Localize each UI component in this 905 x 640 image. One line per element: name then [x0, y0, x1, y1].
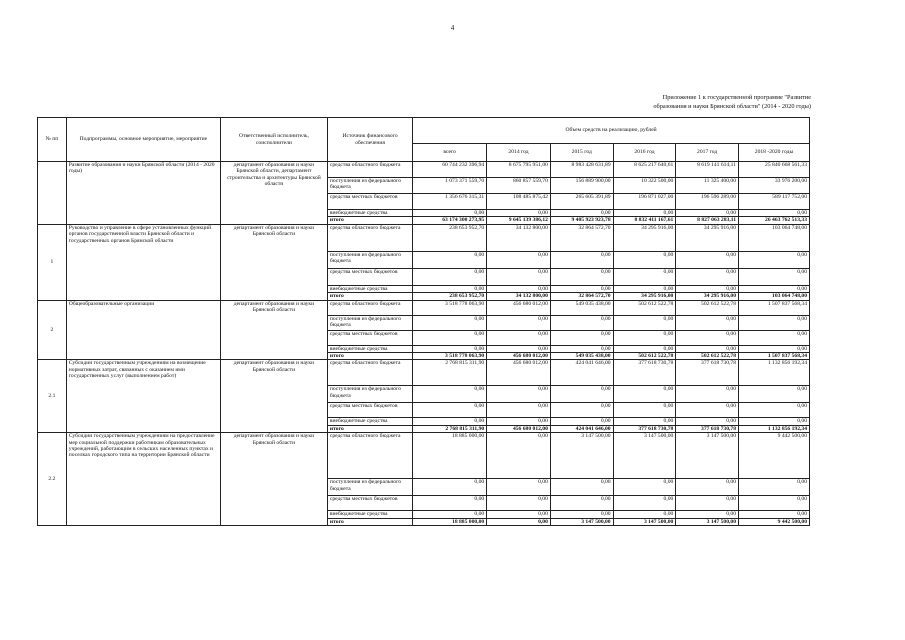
- amount-cell: 63 174 300 273,95: [413, 217, 487, 224]
- amount-cell: 9 645 139 386,12: [487, 217, 551, 224]
- table-row: [38, 224, 810, 251]
- amount-cell: 10 322 500,00: [613, 178, 676, 194]
- amount-cell: 8 827 063 283,11: [676, 217, 739, 224]
- amount-cell: 0,00: [613, 330, 676, 345]
- amount-cell: 0,00: [739, 345, 810, 352]
- amount-cell: 0,00: [413, 496, 487, 511]
- amount-cell: 32 864 572,70: [550, 224, 613, 251]
- funding-source: итого: [327, 425, 412, 432]
- amount-cell: 8 983 428 631,89: [550, 162, 613, 178]
- funding-source: внебюджетные средства: [327, 285, 412, 292]
- amount-cell: 0,00: [676, 251, 739, 268]
- executor: департамент образования и науки Брянской области: [220, 360, 327, 433]
- amount-cell: 265 605 391,89: [550, 194, 613, 210]
- amount-cell: 0,00: [413, 479, 487, 496]
- amount-cell: 0,00: [613, 268, 676, 285]
- amount-cell: 0,00: [550, 210, 613, 217]
- funding-source: внебюджетные средства: [327, 418, 412, 425]
- amount-cell: 502 612 522,78: [676, 300, 739, 315]
- table-row: [38, 433, 810, 479]
- amount-cell: 860 857 559,70: [487, 178, 551, 194]
- table-row: [38, 360, 810, 386]
- amount-cell: 196 871 027,00: [613, 194, 676, 210]
- amount-cell: 377 618 730,78: [613, 425, 676, 432]
- amount-cell: 32 864 572,70: [550, 293, 613, 300]
- amount-cell: 0,00: [487, 496, 551, 511]
- amount-cell: 34 295 916,00: [613, 293, 676, 300]
- appendix-line-2: образования и науки Брянской области" (2014 - 2020 годы): [653, 102, 811, 110]
- amount-cell: 0,00: [739, 285, 810, 292]
- amount-cell: 238 653 952,70: [413, 224, 487, 251]
- header-year-2015: 2015 год: [550, 144, 613, 162]
- header-year-total: всего: [413, 144, 487, 162]
- amount-cell: 0,00: [739, 315, 810, 330]
- amount-cell: 0,00: [676, 345, 739, 352]
- amount-cell: 0,00: [487, 251, 551, 268]
- row-index: 2.1: [38, 360, 67, 433]
- amount-cell: 3 147 500,00: [676, 433, 739, 479]
- amount-cell: 33 976 200,00: [739, 178, 810, 194]
- amount-cell: 3 518 778 063,90: [413, 353, 487, 360]
- amount-cell: 0,00: [613, 403, 676, 418]
- amount-cell: 0,00: [550, 330, 613, 345]
- amount-cell: 34 132 800,00: [487, 224, 551, 251]
- amount-cell: 18 885 000,00: [413, 518, 487, 525]
- row-index: 2: [38, 300, 67, 360]
- amount-cell: 456 680 012,00: [487, 300, 551, 315]
- amount-cell: 3 518 778 063,90: [413, 300, 487, 315]
- amount-cell: 34 132 800,00: [487, 293, 551, 300]
- funding-source: итого: [327, 293, 412, 300]
- amount-cell: 0,00: [676, 285, 739, 292]
- funding-source: средства местных бюджетов: [327, 268, 412, 285]
- amount-cell: 424 041 646,00: [550, 360, 613, 386]
- amount-cell: 0,00: [676, 315, 739, 330]
- amount-cell: 1 356 676 315,31: [413, 194, 487, 210]
- amount-cell: 0,00: [550, 418, 613, 425]
- amount-cell: 0,00: [550, 268, 613, 285]
- amount-cell: 0,00: [613, 251, 676, 268]
- amount-cell: 108 485 875,42: [487, 194, 551, 210]
- amount-cell: 0,00: [676, 330, 739, 345]
- amount-cell: 1 073 371 559,70: [413, 178, 487, 194]
- amount-cell: 0,00: [487, 386, 551, 403]
- funding-source: внебюджетные средства: [327, 511, 412, 518]
- amount-cell: 0,00: [676, 418, 739, 425]
- activity-name: Субсидии государственным учреждениям на предоставление мер социальной поддержки работникам образовательных учреждений, работающим в сельских населенных пунктах и поселках городского типа на территории Брянской области: [66, 433, 220, 526]
- amount-cell: 0,00: [613, 496, 676, 511]
- funding-source: средства областного бюджета: [327, 224, 412, 251]
- table-row: [38, 300, 810, 315]
- activity-name: Развитие образования и науки Брянской области (2014 - 2020 годы): [66, 162, 220, 225]
- funding-source: поступления из федерального бюджета: [327, 315, 412, 330]
- amount-cell: 0,00: [413, 386, 487, 403]
- amount-cell: 0,00: [613, 315, 676, 330]
- amount-cell: 0,00: [550, 285, 613, 292]
- funding-source: поступления из федерального бюджета: [327, 178, 412, 194]
- header-year-2018-2020: 2018 -2020 годы: [739, 144, 810, 162]
- amount-cell: 0,00: [550, 386, 613, 403]
- amount-cell: 3 147 500,00: [550, 433, 613, 479]
- amount-cell: 456 680 012,00: [487, 360, 551, 386]
- table-body: [38, 162, 810, 526]
- amount-cell: 0,00: [676, 210, 739, 217]
- amount-cell: 2 768 815 311,90: [413, 425, 487, 432]
- funding-source: средства областного бюджета: [327, 300, 412, 315]
- amount-cell: 0,00: [550, 479, 613, 496]
- table-header: [38, 118, 810, 162]
- amount-cell: 0,00: [487, 345, 551, 352]
- amount-cell: 196 596 289,00: [676, 194, 739, 210]
- amount-cell: 0,00: [739, 511, 810, 518]
- amount-cell: 0,00: [487, 418, 551, 425]
- amount-cell: 8 832 411 167,61: [613, 217, 676, 224]
- amount-cell: 0,00: [676, 511, 739, 518]
- amount-cell: 0,00: [613, 418, 676, 425]
- amount-cell: 0,00: [550, 511, 613, 518]
- row-index: 1: [38, 224, 67, 300]
- amount-cell: 0,00: [739, 479, 810, 496]
- header-name: Подпрограммы, основное мероприятие, мероприятие: [66, 118, 220, 162]
- amount-cell: 34 295 916,00: [613, 224, 676, 251]
- amount-cell: 0,00: [739, 418, 810, 425]
- executor: департамент образования и науки Брянской области: [220, 224, 327, 300]
- amount-cell: 0,00: [739, 403, 810, 418]
- amount-cell: 589 117 752,00: [739, 194, 810, 210]
- appendix-caption: [555, 94, 811, 111]
- amount-cell: 549 035 438,00: [550, 353, 613, 360]
- amount-cell: 0,00: [487, 433, 551, 479]
- amount-cell: 0,00: [676, 268, 739, 285]
- amount-cell: 8 625 217 640,61: [613, 162, 676, 178]
- amount-cell: 0,00: [413, 285, 487, 292]
- amount-cell: 456 680 012,00: [487, 425, 551, 432]
- funding-source: средства областного бюджета: [327, 360, 412, 386]
- amount-cell: 0,00: [676, 403, 739, 418]
- header-year-2017: 2017 год: [676, 144, 739, 162]
- funding-source: внебюджетные средства: [327, 210, 412, 217]
- amount-cell: 60 744 232 396,94: [413, 162, 487, 178]
- amount-cell: 3 147 500,00: [550, 518, 613, 525]
- amount-cell: 1 507 837 568,34: [739, 353, 810, 360]
- amount-cell: 0,00: [739, 251, 810, 268]
- amount-cell: 0,00: [613, 210, 676, 217]
- amount-cell: 0,00: [487, 479, 551, 496]
- amount-cell: 0,00: [413, 403, 487, 418]
- amount-cell: 156 889 900,00: [550, 178, 613, 194]
- funding-source: итого: [327, 353, 412, 360]
- amount-cell: 34 295 916,00: [676, 224, 739, 251]
- row-index: [38, 162, 67, 225]
- executor: департамент образования и науки Брянской области: [220, 433, 327, 526]
- funding-source: итого: [327, 518, 412, 525]
- funding-source: средства местных бюджетов: [327, 194, 412, 210]
- amount-cell: 0,00: [739, 330, 810, 345]
- amount-cell: 1 132 856 192,34: [739, 360, 810, 386]
- amount-cell: 9 405 923 923,78: [550, 217, 613, 224]
- activity-name: Общеобразовательные организации: [66, 300, 220, 360]
- amount-cell: 0,00: [739, 210, 810, 217]
- funding-source: поступления из федерального бюджета: [327, 386, 412, 403]
- amount-cell: 0,00: [487, 285, 551, 292]
- amount-cell: 0,00: [739, 386, 810, 403]
- executor: департамент образования и науки Брянской области: [220, 300, 327, 360]
- header-exec: Ответственный исполнитель, соисполнители: [220, 118, 327, 162]
- amount-cell: 0,00: [613, 479, 676, 496]
- amount-cell: 3 147 500,00: [613, 433, 676, 479]
- table-row: [38, 162, 810, 178]
- amount-cell: 26 463 762 513,33: [739, 217, 810, 224]
- amount-cell: 8 675 795 951,00: [487, 162, 551, 178]
- amount-cell: 549 035 438,00: [550, 300, 613, 315]
- header-volume: Объем средств на реализацию, рублей: [413, 118, 810, 144]
- amount-cell: 377 618 730,78: [676, 425, 739, 432]
- amount-cell: 2 768 815 311,90: [413, 360, 487, 386]
- amount-cell: 0,00: [550, 345, 613, 352]
- amount-cell: 0,00: [613, 511, 676, 518]
- amount-cell: 238 653 952,70: [413, 293, 487, 300]
- activity-name: Руководство и управление в сфере установленных функций органов государственной власти Брянской области и государственных органов Брянской области: [66, 224, 220, 300]
- amount-cell: 377 618 730,78: [613, 360, 676, 386]
- amount-cell: 3 147 500,00: [676, 518, 739, 525]
- funding-source: внебюджетные средства: [327, 345, 412, 352]
- amount-cell: 0,00: [487, 403, 551, 418]
- amount-cell: 0,00: [413, 418, 487, 425]
- amount-cell: 424 041 646,00: [550, 425, 613, 432]
- appendix-line-1: Приложение 1 к государственной программе "Развитие: [662, 94, 811, 101]
- amount-cell: 0,00: [550, 315, 613, 330]
- amount-cell: 0,00: [413, 268, 487, 285]
- page-number: 4: [450, 24, 455, 32]
- activity-name: Субсидии государственным учреждениям на возмещение нормативных затрат, связанных с оказанием ими государственных услуг (выполнением работ): [66, 360, 220, 433]
- amount-cell: 9 442 500,00: [739, 518, 810, 525]
- amount-cell: 0,00: [550, 496, 613, 511]
- row-index: 2.2: [38, 433, 67, 526]
- amount-cell: 0,00: [487, 330, 551, 345]
- amount-cell: 11 325 400,00: [676, 178, 739, 194]
- amount-cell: 0,00: [676, 479, 739, 496]
- funding-source: средства местных бюджетов: [327, 330, 412, 345]
- amount-cell: 0,00: [613, 386, 676, 403]
- amount-cell: 0,00: [676, 496, 739, 511]
- amount-cell: 0,00: [487, 518, 551, 525]
- amount-cell: 1 507 837 568,34: [739, 300, 810, 315]
- amount-cell: 8 619 141 614,11: [676, 162, 739, 178]
- amount-cell: 103 064 748,00: [739, 224, 810, 251]
- amount-cell: 502 612 522,78: [613, 300, 676, 315]
- funding-source: итого: [327, 217, 412, 224]
- amount-cell: 103 064 748,00: [739, 293, 810, 300]
- amount-cell: 3 147 500,00: [613, 518, 676, 525]
- amount-cell: 0,00: [413, 330, 487, 345]
- amount-cell: 0,00: [487, 511, 551, 518]
- amount-cell: 502 612 522,78: [613, 353, 676, 360]
- amount-cell: 0,00: [487, 268, 551, 285]
- amount-cell: 0,00: [550, 403, 613, 418]
- amount-cell: 0,00: [413, 345, 487, 352]
- amount-cell: 0,00: [613, 285, 676, 292]
- funding-source: поступления из федерального бюджета: [327, 251, 412, 268]
- funding-source: средства областного бюджета: [327, 162, 412, 178]
- amount-cell: 18 885 000,00: [413, 433, 487, 479]
- amount-cell: 0,00: [413, 251, 487, 268]
- funding-source: поступления из федерального бюджета: [327, 479, 412, 496]
- amount-cell: 0,00: [613, 345, 676, 352]
- header-year-2016: 2016 год: [613, 144, 676, 162]
- amount-cell: 0,00: [487, 315, 551, 330]
- amount-cell: 0,00: [487, 210, 551, 217]
- amount-cell: 0,00: [413, 315, 487, 330]
- funding-source: средства областного бюджета: [327, 433, 412, 479]
- financing-table: [37, 117, 810, 526]
- amount-cell: 502 612 522,78: [676, 353, 739, 360]
- amount-cell: 0,00: [550, 251, 613, 268]
- amount-cell: 0,00: [413, 210, 487, 217]
- amount-cell: 0,00: [676, 386, 739, 403]
- amount-cell: 0,00: [413, 511, 487, 518]
- funding-source: средства местных бюджетов: [327, 496, 412, 511]
- amount-cell: 1 132 856 192,34: [739, 425, 810, 432]
- amount-cell: 0,00: [739, 268, 810, 285]
- amount-cell: 0,00: [739, 496, 810, 511]
- header-num: № пп: [38, 118, 67, 162]
- executor: департамент образования и науки Брянской области, департамент строительства и архитектуры Брянской области: [220, 162, 327, 225]
- amount-cell: 377 618 730,78: [676, 360, 739, 386]
- header-source: Источник финансового обеспечения: [327, 118, 412, 162]
- amount-cell: 25 840 668 561,33: [739, 162, 810, 178]
- funding-source: средства местных бюджетов: [327, 403, 412, 418]
- header-year-2014: 2014 год: [487, 144, 551, 162]
- amount-cell: 456 680 012,00: [487, 353, 551, 360]
- amount-cell: 9 442 500,00: [739, 433, 810, 479]
- amount-cell: 34 295 916,00: [676, 293, 739, 300]
